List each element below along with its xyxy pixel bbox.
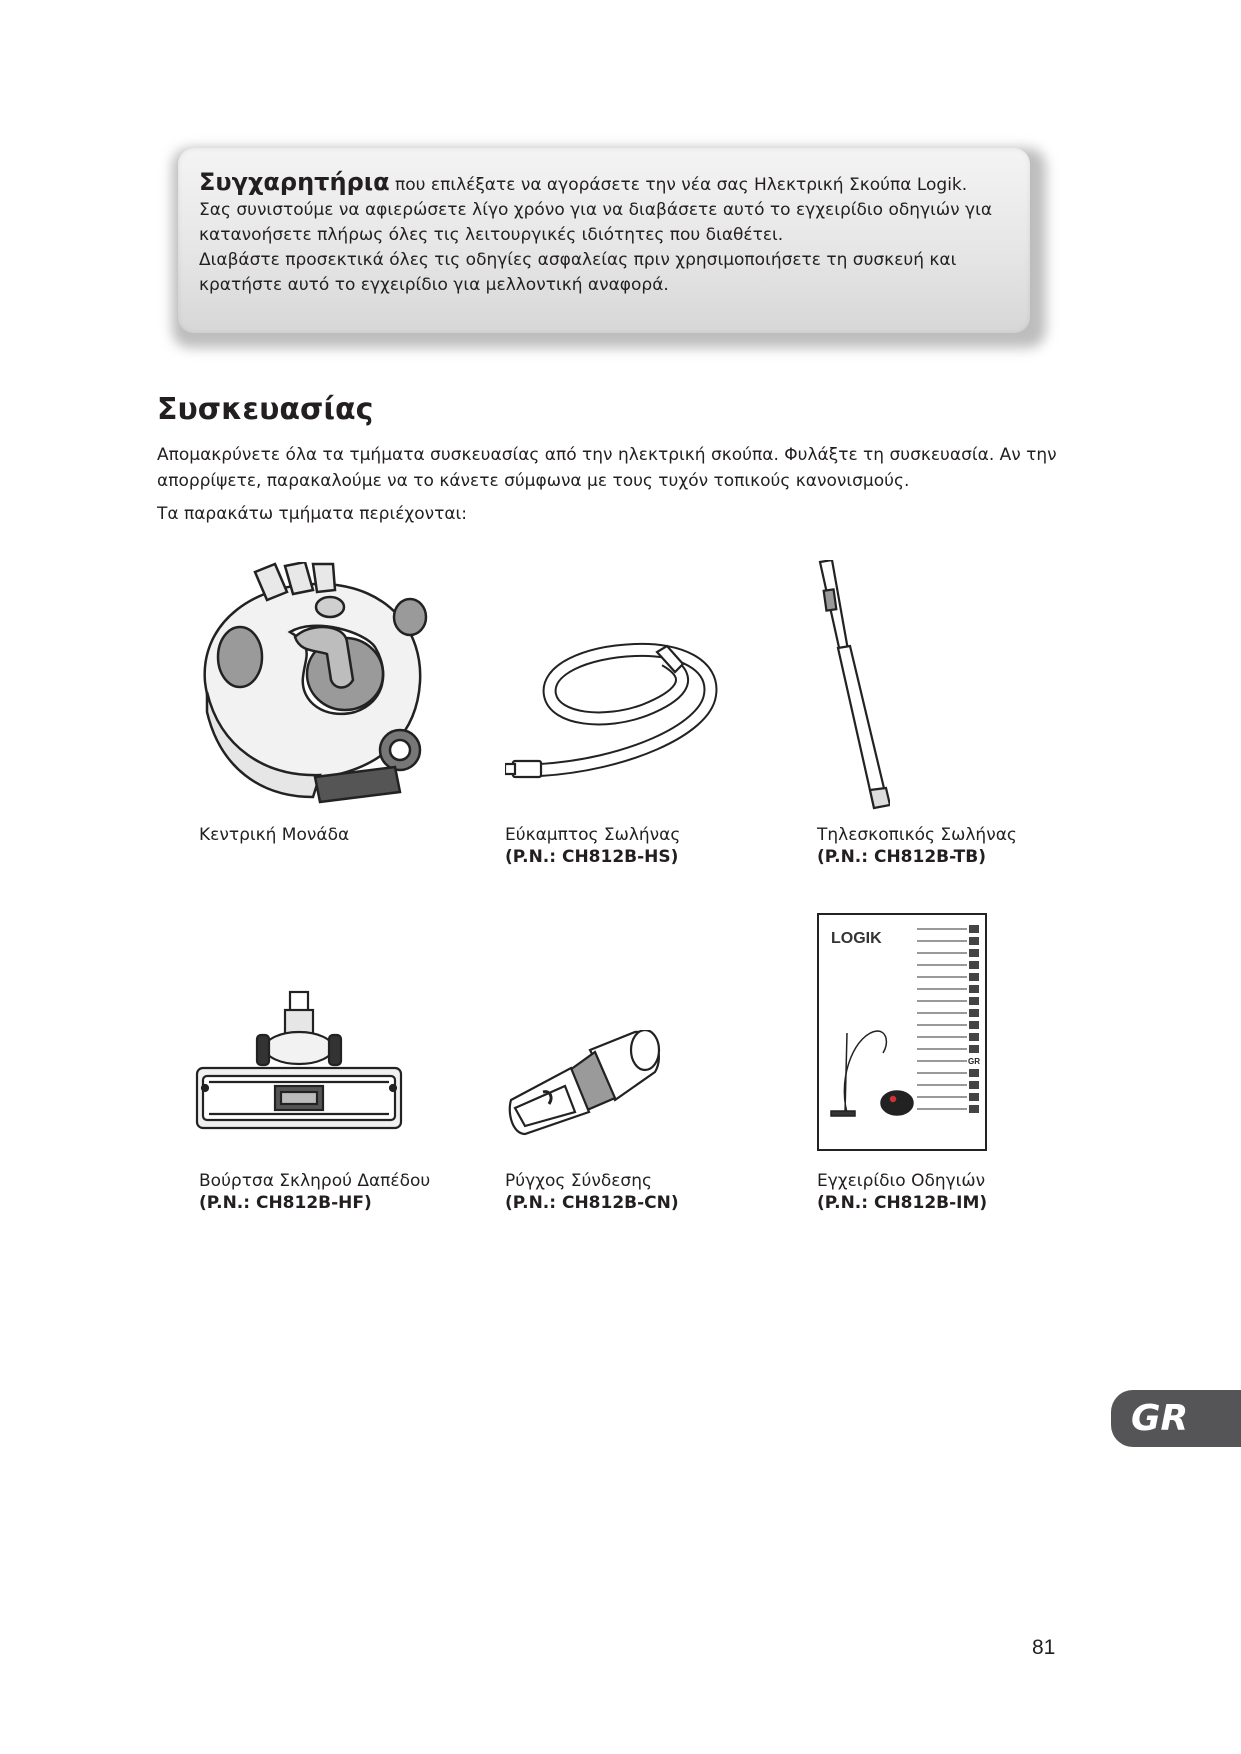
instruction-manual-illustration bbox=[817, 913, 987, 1151]
item-part-number: (P.N.: CH812B-CN) bbox=[505, 1193, 679, 1213]
packaging-included: Τα παρακάτω τμήματα περιέχονται: bbox=[157, 504, 468, 524]
item-part-number: (P.N.: CH812B-HS) bbox=[505, 847, 679, 867]
manual-brand: LOGIK bbox=[831, 930, 882, 947]
item-part-number: (P.N.: CH812B-IM) bbox=[817, 1193, 988, 1213]
item-caption-connection-nozzle bbox=[505, 1170, 785, 1214]
item-caption-main-unit bbox=[199, 824, 479, 846]
item-caption-hard-floor-brush bbox=[199, 1170, 479, 1214]
page-number: 81 bbox=[1032, 1636, 1056, 1659]
telescopic-tube-illustration bbox=[810, 560, 890, 810]
item-name: Ρύγχος Σύνδεσης bbox=[505, 1171, 652, 1191]
intro-lead: Συγχαρητήρια bbox=[199, 168, 390, 196]
intro-text bbox=[199, 170, 1014, 298]
packaging-body bbox=[157, 442, 1057, 527]
item-part-number: (P.N.: CH812B-HF) bbox=[199, 1193, 372, 1213]
item-caption-instruction-manual bbox=[817, 1170, 1097, 1214]
item-name: Βούρτσα Σκληρού Δαπέδου bbox=[199, 1171, 431, 1191]
intro-line-2: Σας συνιστούμε να αφιερώσετε λίγο χρόνο για να διαβάσετε αυτό το εγχειρίδιο οδηγιών για κατανοήσετε πλήρως όλες τις λειτουργικές ιδιότητες που διαθέτει. bbox=[199, 200, 993, 245]
language-tab: GR bbox=[1111, 1390, 1241, 1447]
hard-floor-brush-illustration bbox=[195, 990, 405, 1140]
packaging-title: Συσκευασίας bbox=[157, 392, 374, 427]
item-name: Κεντρική Μονάδα bbox=[199, 825, 350, 845]
connection-nozzle-illustration bbox=[505, 1030, 665, 1140]
item-caption-telescopic-tube bbox=[817, 824, 1097, 868]
item-name: Τηλεσκοπικός Σωλήνας bbox=[817, 825, 1017, 845]
item-caption-flexible-hose bbox=[505, 824, 785, 868]
intro-line-3: Διαβάστε προσεκτικά όλες τις οδηγίες ασφαλείας πριν χρησιμοποιήσετε τη συσκευή και κρατήστε αυτό το εγχειρίδιο για μελλοντική αναφορά. bbox=[199, 250, 957, 295]
item-name: Εύκαμπτος Σωλήνας bbox=[505, 825, 681, 845]
manual-gr-badge: GR bbox=[968, 1057, 980, 1066]
flexible-hose-illustration bbox=[505, 640, 725, 780]
packaging-paragraph: Απομακρύνετε όλα τα τμήματα συσκευασίας από την ηλεκτρική σκούπα. Φυλάξτε τη συσκευασία. Αν την απορρίψετε, παρακαλούμε να το κάνετε σύμφωνα με τους τυχόν τοπικούς κανονισμούς. bbox=[157, 445, 1057, 491]
main-unit-illustration bbox=[195, 562, 435, 812]
item-part-number: (P.N.: CH812B-TB) bbox=[817, 847, 986, 867]
item-name: Εγχειρίδιο Οδηγιών bbox=[817, 1171, 986, 1191]
intro-lead-rest: που επιλέξατε να αγοράσετε την νέα σας Ηλεκτρική Σκούπα Logik. bbox=[389, 175, 968, 195]
